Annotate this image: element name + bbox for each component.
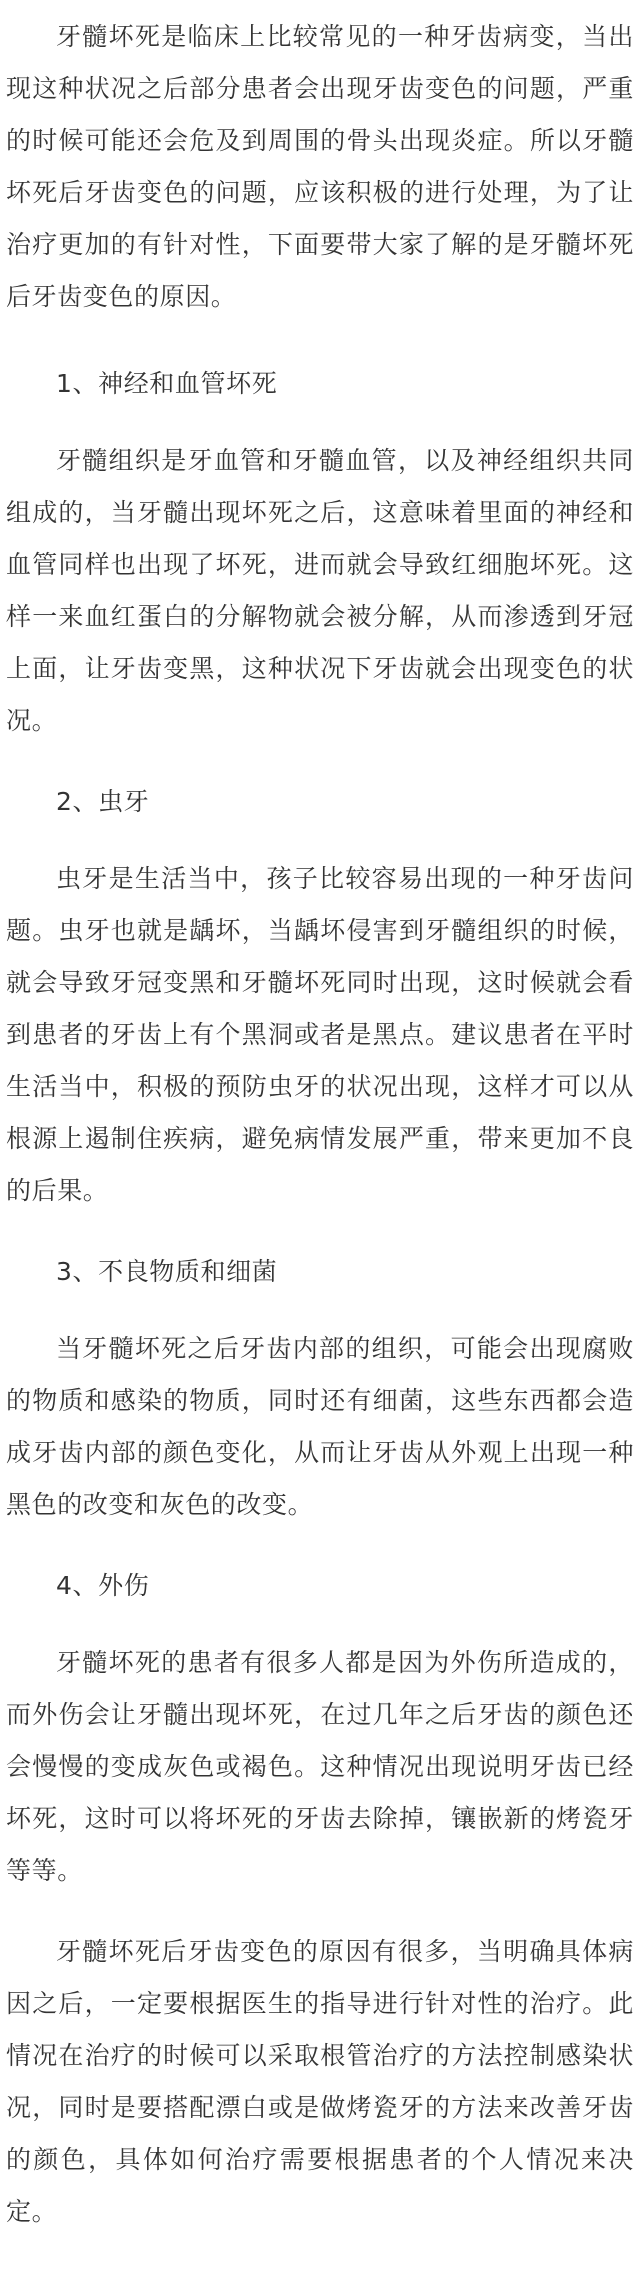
section-body-trauma: 牙髓坏死的患者有很多人都是因为外伤所造成的，而外伤会让牙髓出现坏死，在过几年之后牙齿的颜色还会慢慢的变成灰色或褐色。这种情况出现说明牙齿已经坏死，这时可以将坏死的牙齿去除掉，镶嵌新的烤瓷牙等等。: [6, 1648, 634, 1885]
section-heading-cavity: 2、虫牙: [56, 787, 150, 816]
conclusion-paragraph: 牙髓坏死后牙齿变色的原因有很多，当明确具体病因之后，一定要根据医生的指导进行针对性的治疗。此情况在治疗的时候可以采取根管治疗的方法控制感染状况，同时是要搭配漂白或是做烤瓷牙的方法来改善牙齿的颜色，具体如何治疗需要根据患者的个人情况来决定。: [6, 1937, 634, 2226]
section-heading-trauma: 4、外伤: [56, 1571, 150, 1600]
section-heading-bad-substances-bacteria: 3、不良物质和细菌: [56, 1257, 278, 1286]
article-body: [6, 0, 634, 2238]
section-body-bad-substances-bacteria: 当牙髓坏死之后牙齿内部的组织，可能会出现腐败的物质和感染的物质，同时还有细菌，这些东西都会造成牙齿内部的颜色变化，从而让牙齿从外观上出现一种黑色的改变和灰色的改变。: [6, 1334, 634, 1519]
intro-paragraph: 牙髓坏死是临床上比较常见的一种牙齿病变，当出现这种状况之后部分患者会出现牙齿变色的问题，严重的时候可能还会危及到周围的骨头出现炎症。所以牙髓坏死后牙齿变色的问题，应该积极的进行处理，为了让治疗更加的有针对性，下面要带大家了解的是牙髓坏死后牙齿变色的原因。: [6, 22, 634, 311]
section-heading-nerve-vessel-necrosis: 1、神经和血管坏死: [56, 369, 278, 398]
section-body-cavity: 虫牙是生活当中，孩子比较容易出现的一种牙齿问题。虫牙也就是龋坏，当龋坏侵害到牙髓组织的时候，就会导致牙冠变黑和牙髓坏死同时出现，这时候就会看到患者的牙齿上有个黑洞或者是黑点。建议患者在平时生活当中，积极的预防虫牙的状况出现，这样才可以从根源上遏制住疾病，避免病情发展严重，带来更加不良的后果。: [6, 864, 634, 1205]
section-body-nerve-vessel-necrosis: 牙髓组织是牙血管和牙髓血管，以及神经组织共同组成的，当牙髓出现坏死之后，这意味着里面的神经和血管同样也出现了坏死，进而就会导致红细胞坏死。这样一来血红蛋白的分解物就会被分解，从而渗透到牙冠上面，让牙齿变黑，这种状况下牙齿就会出现变色的状况。: [6, 446, 634, 735]
